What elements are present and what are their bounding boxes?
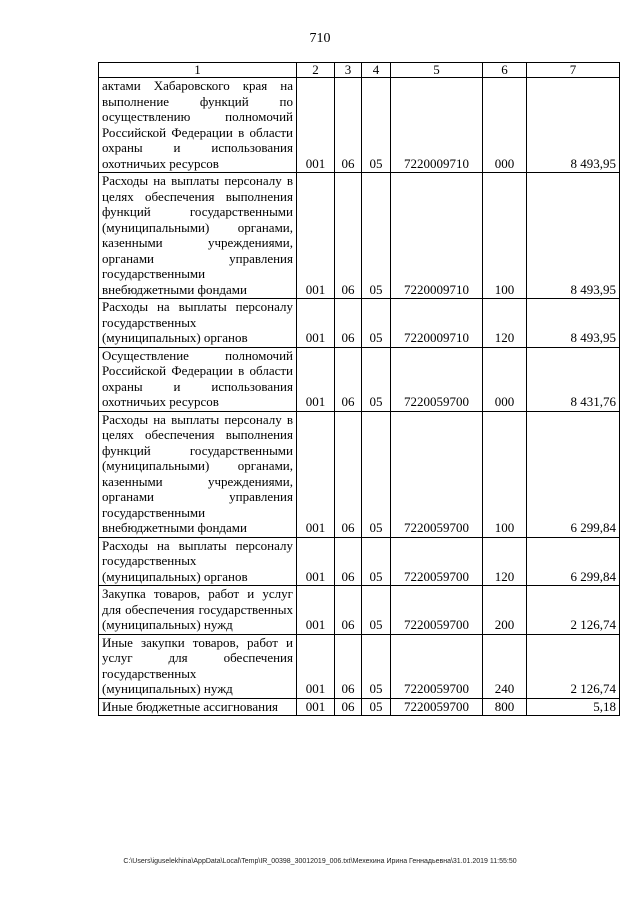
row-description: Расходы на выплаты персоналу в целях обеспечения выполнения функций государственными (муниципальными) органами, казенными учреждениями, органами управления государственными внебюджетными фондами: [99, 411, 297, 537]
row-target-article: 7220059700: [391, 537, 483, 586]
row-amount: 2 126,74: [527, 586, 620, 635]
row-section-code: 06: [335, 411, 362, 537]
table-row: [99, 347, 620, 411]
row-expense-type: 000: [483, 78, 527, 173]
table-row: [99, 411, 620, 537]
row-subsection-code: 05: [362, 698, 391, 716]
row-expense-type: 120: [483, 537, 527, 586]
table-row: [99, 299, 620, 348]
row-description: Иные закупки товаров, работ и услуг для обеспечения государственных (муниципальных) нужд: [99, 634, 297, 698]
row-subsection-code: 05: [362, 78, 391, 173]
row-section-code: 06: [335, 347, 362, 411]
row-subsection-code: 05: [362, 537, 391, 586]
row-expense-type: 240: [483, 634, 527, 698]
row-subsection-code: 05: [362, 586, 391, 635]
row-amount: 8 493,95: [527, 299, 620, 348]
row-amount: 2 126,74: [527, 634, 620, 698]
row-subsection-code: 05: [362, 173, 391, 299]
row-description: Иные бюджетные ассигнования: [99, 698, 297, 716]
row-expense-type: 200: [483, 586, 527, 635]
row-ministry-code: 001: [297, 173, 335, 299]
header-col-7: 7: [527, 63, 620, 78]
row-section-code: 06: [335, 78, 362, 173]
row-amount: 8 493,95: [527, 78, 620, 173]
row-target-article: 7220009710: [391, 173, 483, 299]
table-body: [99, 63, 620, 716]
header-col-4: 4: [362, 63, 391, 78]
footer-file-path: C:\Users\iguselekhina\AppData\Local\Temp\IR_00398_30012019_006.txt\Мехехина Ирина Геннадьевна\31.01.2019 11:55:50: [123, 858, 517, 865]
row-section-code: 06: [335, 634, 362, 698]
row-subsection-code: 05: [362, 411, 391, 537]
row-subsection-code: 05: [362, 347, 391, 411]
row-target-article: 7220059700: [391, 347, 483, 411]
row-expense-type: 000: [483, 347, 527, 411]
row-amount: 8 493,95: [527, 173, 620, 299]
row-amount: 6 299,84: [527, 537, 620, 586]
header-col-5: 5: [391, 63, 483, 78]
budget-table: [98, 62, 620, 716]
row-amount: 8 431,76: [527, 347, 620, 411]
row-expense-type: 120: [483, 299, 527, 348]
row-ministry-code: 001: [297, 698, 335, 716]
row-section-code: 06: [335, 586, 362, 635]
table-header-row: [99, 63, 620, 78]
row-ministry-code: 001: [297, 634, 335, 698]
row-target-article: 7220059700: [391, 586, 483, 635]
row-section-code: 06: [335, 173, 362, 299]
row-section-code: 06: [335, 698, 362, 716]
page-number: 710: [309, 31, 331, 46]
row-description: Осуществление полномочий Российской Федерации в области охраны и использования охотничьих ресурсов: [99, 347, 297, 411]
header-col-2: 2: [297, 63, 335, 78]
row-ministry-code: 001: [297, 347, 335, 411]
header-col-3: 3: [335, 63, 362, 78]
row-ministry-code: 001: [297, 78, 335, 173]
row-ministry-code: 001: [297, 299, 335, 348]
table-row: [99, 173, 620, 299]
row-description: Расходы на выплаты персоналу государственных (муниципальных) органов: [99, 299, 297, 348]
row-expense-type: 100: [483, 411, 527, 537]
row-description: Расходы на выплаты персоналу в целях обеспечения выполнения функций государственными (муниципальными) органами, казенными учреждениями, органами управления государственными внебюджетными фондами: [99, 173, 297, 299]
row-expense-type: 800: [483, 698, 527, 716]
table-row: [99, 537, 620, 586]
row-target-article: 7220009710: [391, 299, 483, 348]
row-expense-type: 100: [483, 173, 527, 299]
row-description: Закупка товаров, работ и услуг для обеспечения государственных (муниципальных) нужд: [99, 586, 297, 635]
header-col-6: 6: [483, 63, 527, 78]
table-row: [99, 698, 620, 716]
table-row: [99, 586, 620, 635]
table-row: [99, 78, 620, 173]
row-section-code: 06: [335, 537, 362, 586]
row-description: актами Хабаровского края на выполнение функций по осуществлению полномочий Российской Федерации в области охраны и использования охотничьих ресурсов: [99, 78, 297, 173]
row-subsection-code: 05: [362, 634, 391, 698]
row-amount: 5,18: [527, 698, 620, 716]
row-subsection-code: 05: [362, 299, 391, 348]
row-ministry-code: 001: [297, 537, 335, 586]
row-description: Расходы на выплаты персоналу государственных (муниципальных) органов: [99, 537, 297, 586]
row-section-code: 06: [335, 299, 362, 348]
table-row: [99, 634, 620, 698]
row-amount: 6 299,84: [527, 411, 620, 537]
row-target-article: 7220059700: [391, 634, 483, 698]
row-target-article: 7220059700: [391, 698, 483, 716]
row-ministry-code: 001: [297, 586, 335, 635]
row-target-article: 7220009710: [391, 78, 483, 173]
row-target-article: 7220059700: [391, 411, 483, 537]
row-ministry-code: 001: [297, 411, 335, 537]
header-col-1: 1: [99, 63, 297, 78]
